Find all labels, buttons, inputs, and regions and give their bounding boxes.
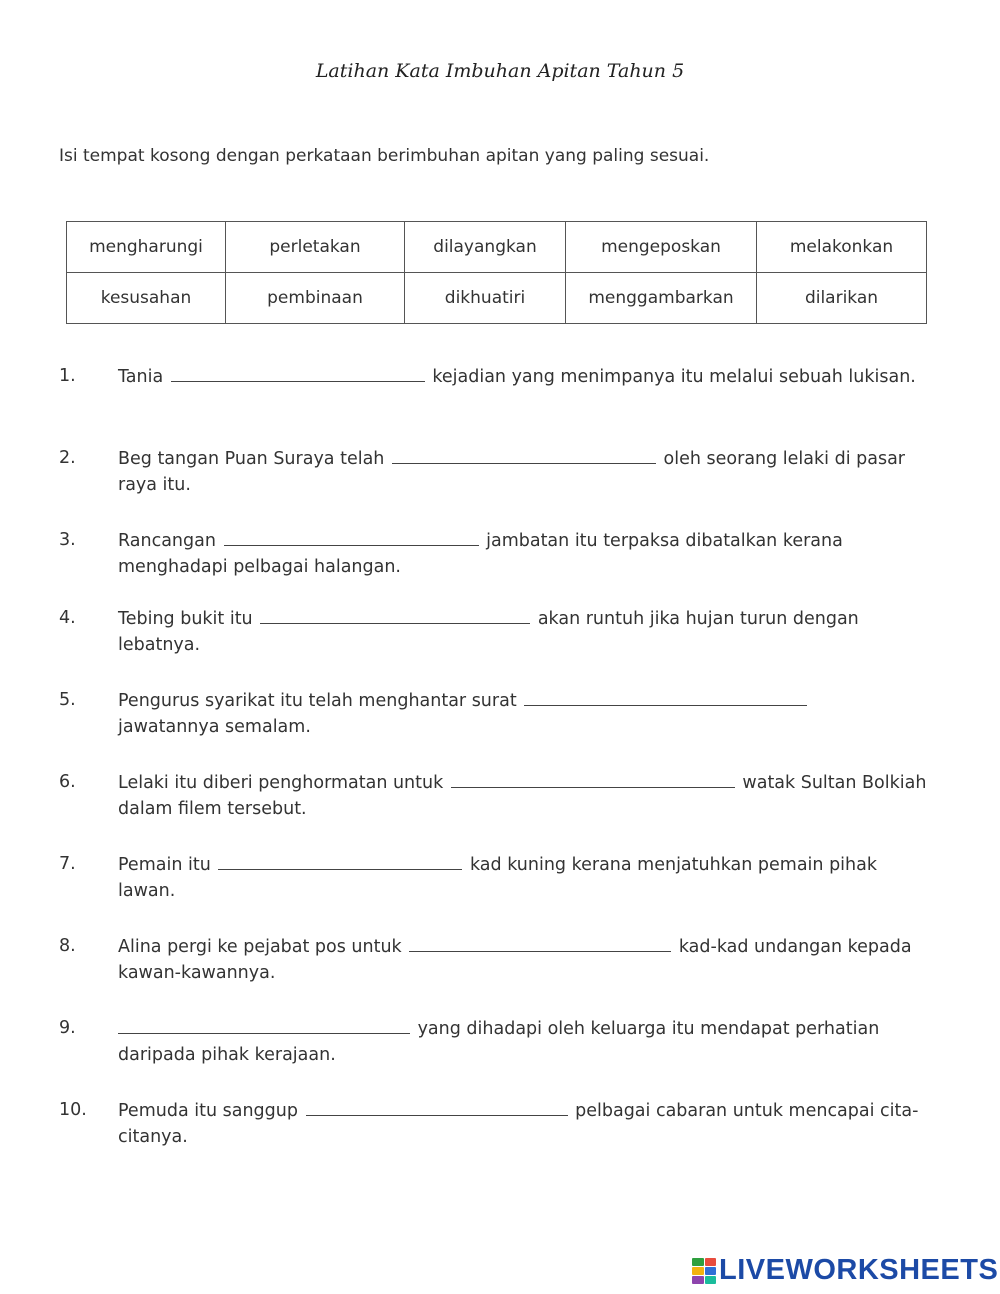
question-text-before: Rancangan [118,531,216,551]
answer-blank[interactable] [392,445,656,464]
question-text-before: Tebing bukit itu [118,609,253,629]
question-7 [59,851,939,904]
question-text-after: jawatannya semalam. [118,717,311,737]
answer-blank[interactable] [218,851,462,870]
word-bank-row [67,273,927,324]
question-text-after: yang dihadapi oleh keluarga itu mendapat perhatian daripada pihak kerajaan. [118,1019,880,1065]
liveworksheets-icon [692,1258,716,1284]
question-9 [59,1015,939,1068]
question-number: 10. [59,1100,87,1120]
question-text-after: jambatan itu terpaksa dibatalkan kerana menghadapi pelbagai halangan. [118,531,843,577]
question-number: 3. [59,530,76,550]
question-text-before: Pemuda itu sanggup [118,1101,298,1121]
word-bank-cell: melakonkan [757,222,927,273]
word-bank-cell: dilarikan [757,273,927,324]
liveworksheets-logo[interactable] [692,1254,998,1287]
question-text-after: watak Sultan Bolkiah dalam filem tersebut. [118,773,927,819]
answer-blank[interactable] [451,769,735,788]
word-bank-cell: dilayangkan [405,222,566,273]
question-text-after: akan runtuh jika hujan turun dengan lebatnya. [118,609,859,655]
question-text-after: oleh seorang lelaki di pasar raya itu. [118,449,905,495]
word-bank-cell: kesusahan [67,273,226,324]
answer-blank[interactable] [409,933,671,952]
question-number: 7. [59,854,76,874]
question-text-before: Beg tangan Puan Suraya telah [118,449,385,469]
word-bank-cell: pembinaan [226,273,405,324]
question-text-before: Alina pergi ke pejabat pos untuk [118,937,402,957]
word-bank-cell: mengeposkan [566,222,757,273]
question-6 [59,769,939,822]
instruction-text: Isi tempat kosong dengan perkataan berimbuhan apitan yang paling sesuai. [59,146,710,166]
question-number: 8. [59,936,76,956]
question-text-before: Lelaki itu diberi penghormatan untuk [118,773,444,793]
question-3 [59,527,939,580]
answer-blank[interactable] [171,363,425,382]
word-bank-cell: perletakan [226,222,405,273]
question-2 [59,445,939,498]
question-number: 5. [59,690,76,710]
question-10 [59,1097,939,1150]
word-bank-cell: menggambarkan [566,273,757,324]
question-number: 9. [59,1018,76,1038]
answer-blank[interactable] [260,605,530,624]
question-1 [59,363,939,390]
question-text-after: kad-kad undangan kepada kawan-kawannya. [118,937,912,983]
question-number: 6. [59,772,76,792]
logo-text: LIVEWORKSHEETS [719,1254,999,1286]
question-4 [59,605,939,658]
answer-blank[interactable] [118,1015,410,1034]
question-text-before: Tania [118,367,164,387]
word-bank-cell: dikhuatiri [405,273,566,324]
question-text-before: Pengurus syarikat itu telah menghantar surat [118,691,517,711]
answer-blank[interactable] [524,687,807,706]
question-text-after: pelbagai cabaran untuk mencapai cita-citanya. [118,1101,919,1147]
page-title: Latihan Kata Imbuhan Apitan Tahun 5 [315,60,685,82]
question-text-before: Pemain itu [118,855,211,875]
question-text-after: kejadian yang menimpanya itu melalui sebuah lukisan. [432,367,916,387]
answer-blank[interactable] [224,527,479,546]
question-number: 1. [59,366,76,386]
question-number: 2. [59,448,76,468]
question-8 [59,933,939,986]
word-bank-table [66,221,927,324]
question-number: 4. [59,608,76,628]
word-bank-row [67,222,927,273]
question-text-after: kad kuning kerana menjatuhkan pemain pihak lawan. [118,855,877,901]
question-5 [59,687,939,740]
word-bank-cell: mengharungi [67,222,226,273]
answer-blank[interactable] [306,1097,568,1116]
